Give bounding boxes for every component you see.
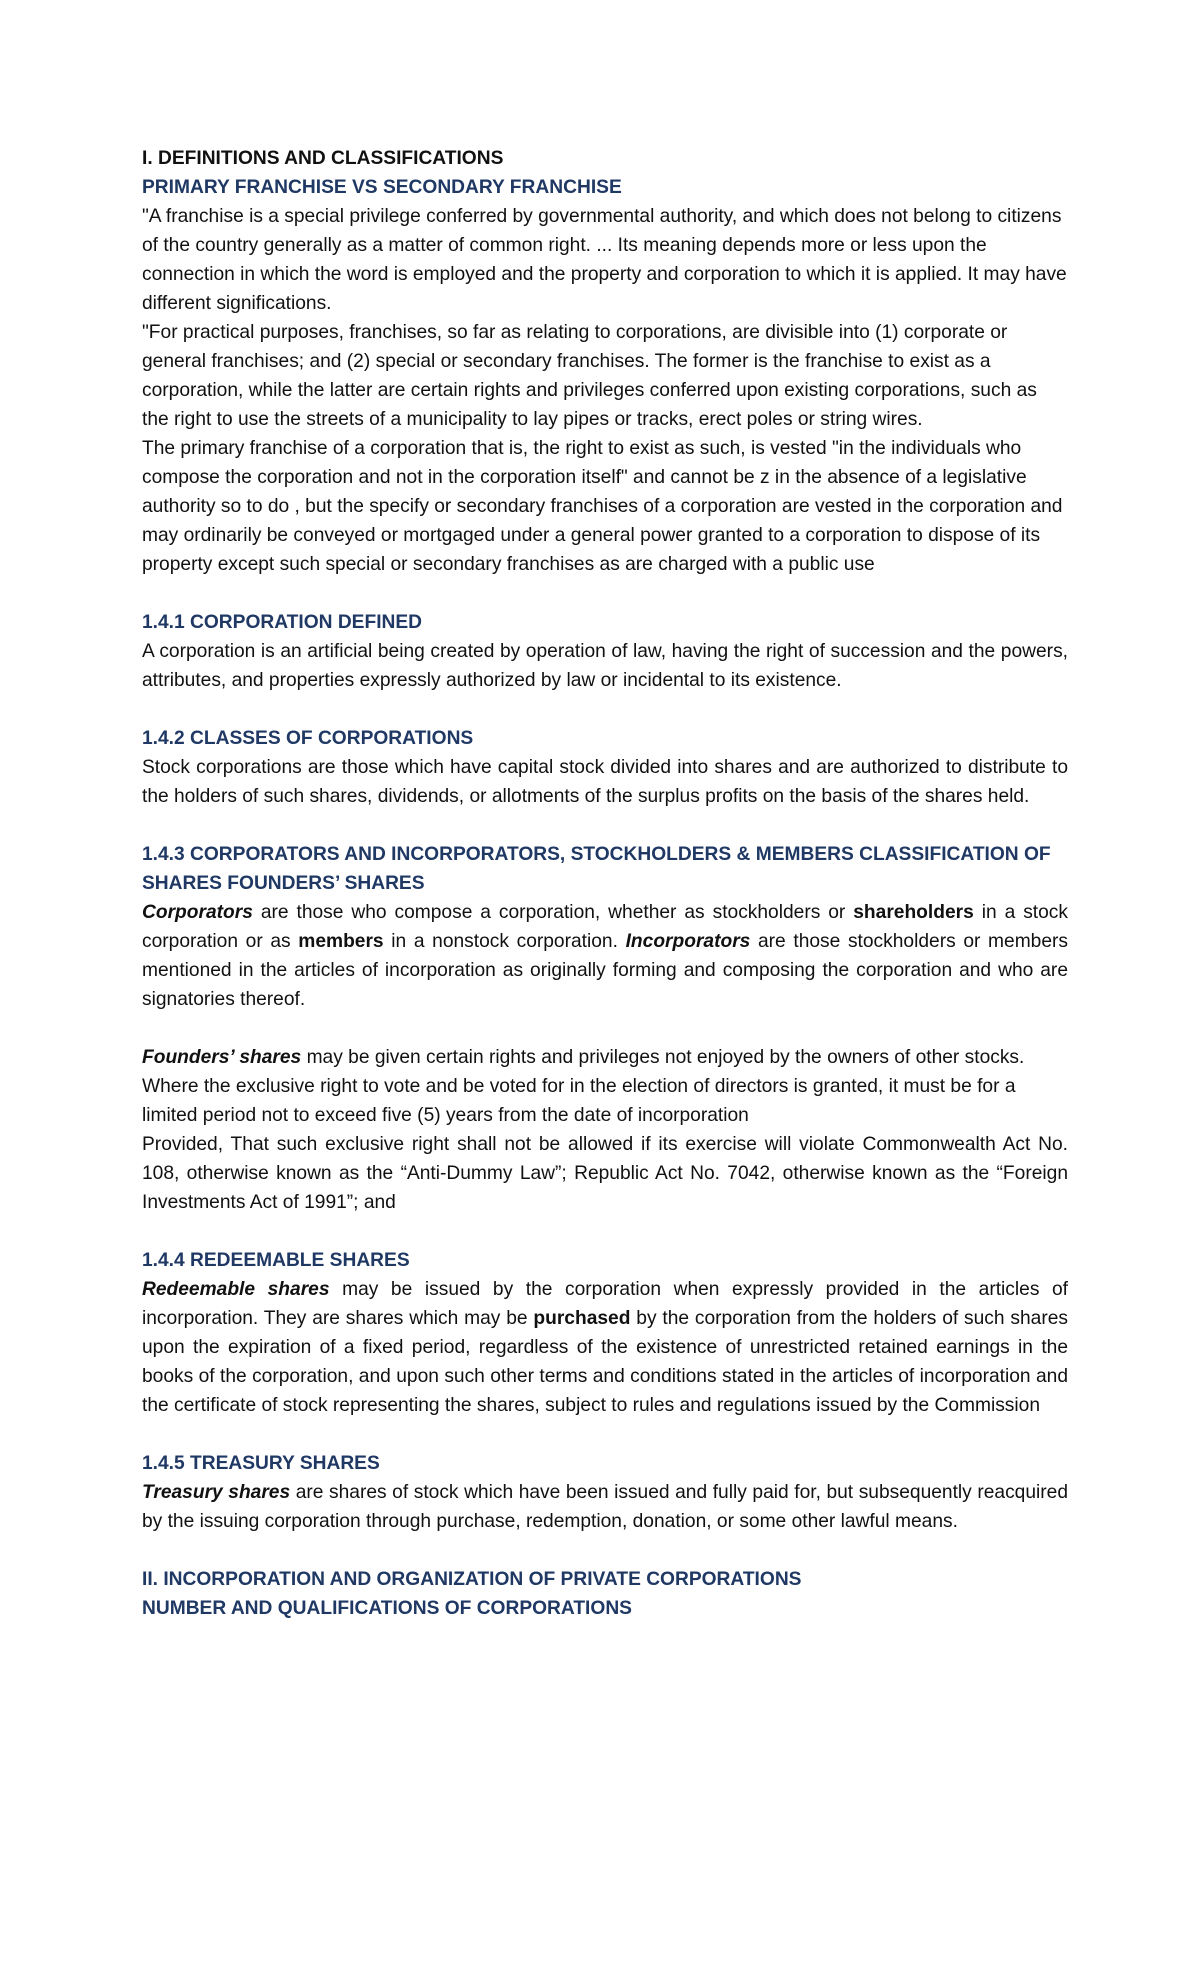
treasury-text: are shares of stock which have been issued and fully paid for, but subsequently reacquired by the issuing corporation through purchase, redemption, donation, or some other lawful means. — [142, 1482, 1068, 1532]
section-2-title: II. INCORPORATION AND ORGANIZATION OF PRIVATE CORPORATIONS — [142, 1569, 802, 1590]
corporation-defined-heading: 1.4.1 CORPORATION DEFINED — [142, 612, 423, 633]
incorporators-term: Incorporators — [625, 931, 751, 952]
spacer — [142, 1420, 1068, 1449]
corporators-heading: 1.4.3 CORPORATORS AND INCORPORATORS, STOCKHOLDERS & MEMBERS CLASSIFICATION OF SHARES FOUNDERS’ SHARES — [142, 844, 1051, 894]
spacer — [142, 811, 1068, 840]
spacer — [142, 1014, 1068, 1043]
franchise-paragraph-2: "For practical purposes, franchises, so far as relating to corporations, are divisible into (1) corporate or general franchises; and (2) special or secondary franchises. The former is the franchise to exist as a corporation, while the latter are certain rights and privileges conferred upon existing corporations, such as the right to use the streets of a municipality to lay pipes or tracks, erect poles or string wires. — [142, 322, 1037, 430]
spacer — [142, 695, 1068, 724]
document-page — [142, 144, 1068, 1623]
redeemable-text-2: by the corporation from the holders of such shares upon the expiration of a fixed period, regardless of the existence of unrestricted retained earnings in the books of the corporation, and upon such other terms and conditions stated in the articles of incorporation and the certificate of stock representing the shares, subject to rules and regulations issued by the Commission — [142, 1308, 1068, 1416]
founders-paragraph — [142, 1043, 1068, 1130]
redeemable-paragraph — [142, 1275, 1068, 1420]
spacer — [142, 1536, 1068, 1565]
section-2-subtitle: NUMBER AND QUALIFICATIONS OF CORPORATIONS — [142, 1598, 632, 1619]
founders-text: may be given certain rights and privileges not enjoyed by the owners of other stocks. Where the exclusive right to vote and be voted for in the election of directors is granted, it must be for a limited period not to exceed five (5) years from the date of incorporation — [142, 1047, 1025, 1126]
shareholders-term: shareholders — [853, 902, 974, 923]
treasury-paragraph — [142, 1478, 1068, 1536]
classes-heading: 1.4.2 CLASSES OF CORPORATIONS — [142, 728, 474, 749]
members-term: members — [298, 931, 384, 952]
corporation-defined-text: A corporation is an artificial being created by operation of law, having the right of succession and the powers, attributes, and properties expressly authorized by law or incidental to its existence. — [142, 641, 1068, 691]
corporators-text-2: in a stock corporation or as — [142, 902, 1068, 952]
classes-text: Stock corporations are those which have capital stock divided into shares and are authorized to distribute to the holders of such shares, dividends, or allotments of the surplus profits on the basis of the shares held. — [142, 757, 1068, 807]
redeemable-text-1: may be issued by the corporation when expressly provided in the articles of incorporation. They are shares which may be — [142, 1279, 1069, 1329]
franchise-paragraph-3: The primary franchise of a corporation that is, the right to exist as such, is vested "in the individuals who compose the corporation and not in the corporation itself" and cannot be z in the absence of a legislative authority so to do , but the specify or secondary franchises of a corporation are vested in the corporation and may ordinarily be conveyed or mortgaged under a general power granted to a corporation to dispose of its property except such special or secondary franchises as are charged with a public use — [142, 438, 1063, 575]
proviso-paragraph: Provided, That such exclusive right shall not be allowed if its exercise will violate Commonwealth Act No. 108, otherwise known as the “Anti-Dummy Law”; Republic Act No. 7042, otherwise known as the “Foreign Investments Act of 1991”; and — [142, 1134, 1068, 1213]
redeemable-term: Redeemable shares — [142, 1279, 330, 1300]
spacer — [142, 579, 1068, 608]
purchased-term: purchased — [533, 1308, 631, 1329]
founders-term: Founders’ shares — [142, 1047, 302, 1068]
corporators-paragraph — [142, 898, 1068, 1014]
spacer — [142, 1217, 1068, 1246]
treasury-heading: 1.4.5 TREASURY SHARES — [142, 1453, 380, 1474]
franchise-heading: PRIMARY FRANCHISE VS SECONDARY FRANCHISE — [142, 177, 622, 198]
corporators-term: Corporators — [142, 902, 253, 923]
corporators-text-4: are those stockholders or members mentioned in the articles of incorporation as originally forming and composing the corporation and who are signatories thereof. — [142, 931, 1068, 1010]
treasury-term: Treasury shares — [142, 1482, 291, 1503]
corporators-text-3: in a nonstock corporation. — [383, 931, 626, 952]
corporators-text-1: are those who compose a corporation, whether as stockholders or — [252, 902, 854, 923]
redeemable-heading: 1.4.4 REDEEMABLE SHARES — [142, 1250, 410, 1271]
section-1-title: I. DEFINITIONS AND CLASSIFICATIONS — [142, 148, 504, 169]
franchise-paragraph-1: "A franchise is a special privilege conferred by governmental authority, and which does not belong to citizens of the country generally as a matter of common right. ... Its meaning depends more or less upon the connection in which the word is employed and the property and corporation to which it is applied. It may have different significations. — [142, 206, 1067, 314]
